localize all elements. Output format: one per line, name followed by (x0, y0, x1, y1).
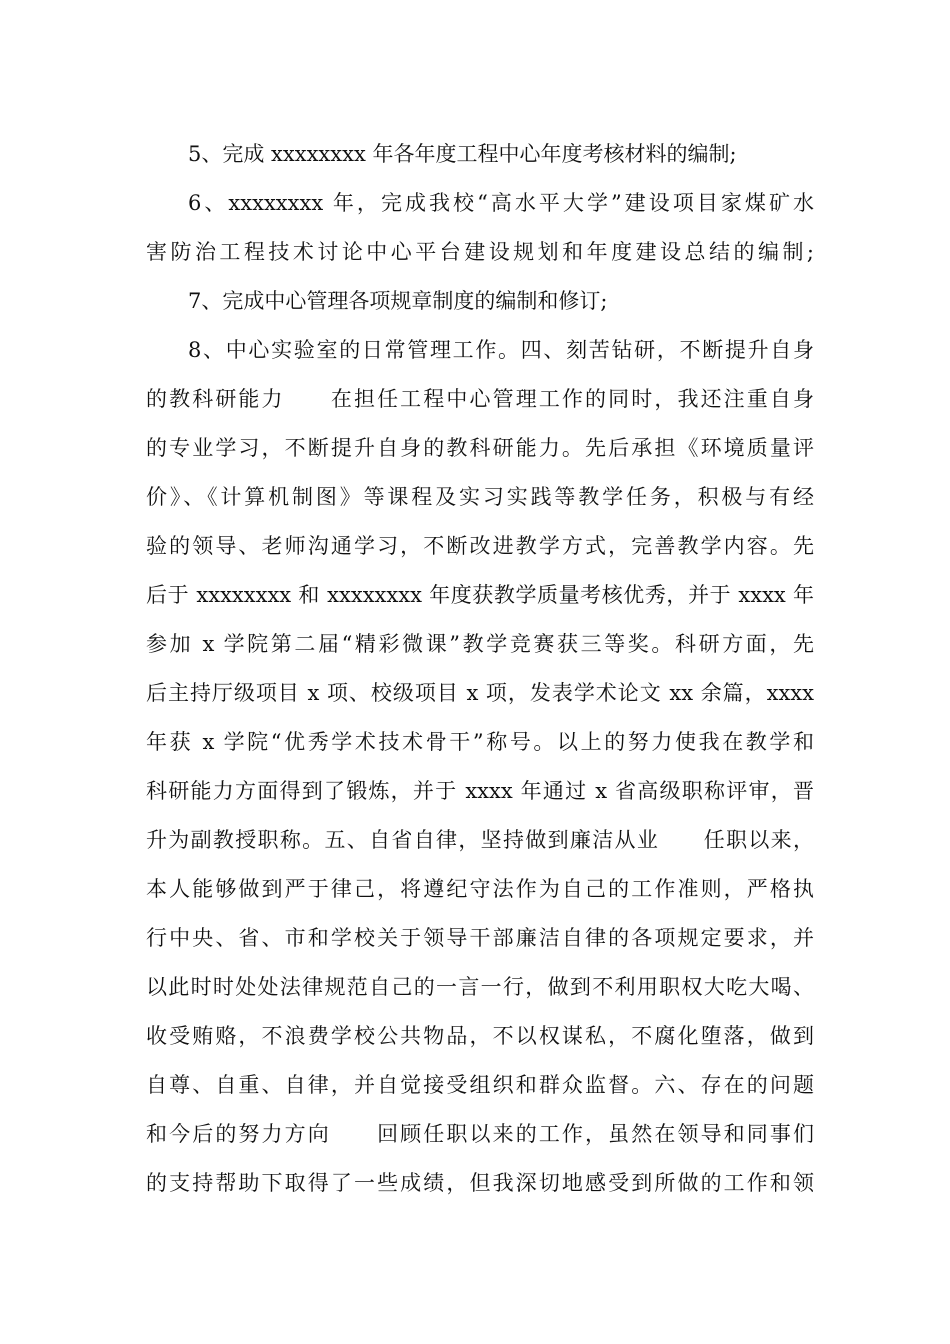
text-line: 年获 x 学院“优秀学术技术骨干”称号。以上的努力使我在教学和 (146, 730, 814, 754)
text-line: 8、中心实验室的日常管理工作。四、刻苦钻研，不断提升自身 (188, 338, 814, 362)
text-line: 验的领导、老师沟通学习，不断改进教学方式，完善教学内容。先 (146, 534, 814, 558)
text-line: 科研能力方面得到了锻炼，并于 xxxx 年通过 x 省高级职称评审，晋 (146, 779, 814, 803)
text-line: 价》、《计算机制图》等课程及实习实践等教学任务，积极与有经 (146, 485, 814, 509)
text-line: 和今后的努力方向 回顾任职以来的工作，虽然在领导和同事们 (146, 1122, 814, 1146)
text-line: 6、xxxxxxxx 年，完成我校“高水平大学”建设项目家煤矿水 (188, 191, 814, 215)
text-line: 本人能够做到严于律己，将遵纪守法作为自己的工作准则，严格执 (146, 877, 814, 901)
text-line: 收受贿赂，不浪费学校公共物品，不以权谋私，不腐化堕落，做到 (146, 1024, 814, 1048)
text-line: 的支持帮助下取得了一些成绩，但我深切地感受到所做的工作和领 (146, 1171, 814, 1195)
text-line: 害防治工程技术讨论中心平台建设规划和年度建设总结的编制; (146, 240, 814, 264)
text-line: 参加 x 学院第二届“精彩微课”教学竞赛获三等奖。科研方面，先 (146, 632, 814, 656)
text-line: 后于 xxxxxxxx 和 xxxxxxxx 年度获教学质量考核优秀，并于 xxxx 年 (146, 583, 814, 607)
document-body (146, 130, 814, 1208)
text-line: 7、完成中心管理各项规章制度的编制和修订; (188, 289, 608, 313)
text-line: 行中央、省、市和学校关于领导干部廉洁自律的各项规定要求，并 (146, 926, 814, 950)
text-line: 以此时时处处法律规范自己的一言一行，做到不利用职权大吃大喝、 (146, 975, 814, 999)
text-line: 5、完成 xxxxxxxx 年各年度工程中心年度考核材料的编制; (188, 142, 737, 166)
text-line: 升为副教授职称。五、自省自律，坚持做到廉洁从业 任职以来， (146, 828, 814, 852)
text-line: 自尊、自重、自律，并自觉接受组织和群众监督。六、存在的问题 (146, 1073, 814, 1097)
text-line: 的教科研能力 在担任工程中心管理工作的同时，我还注重自身 (146, 387, 814, 411)
text-line: 后主持厅级项目 x 项、校级项目 x 项，发表学术论文 xx 余篇，xxxx (146, 681, 814, 705)
text-line: 的专业学习，不断提升自身的教科研能力。先后承担《环境质量评 (146, 436, 814, 460)
